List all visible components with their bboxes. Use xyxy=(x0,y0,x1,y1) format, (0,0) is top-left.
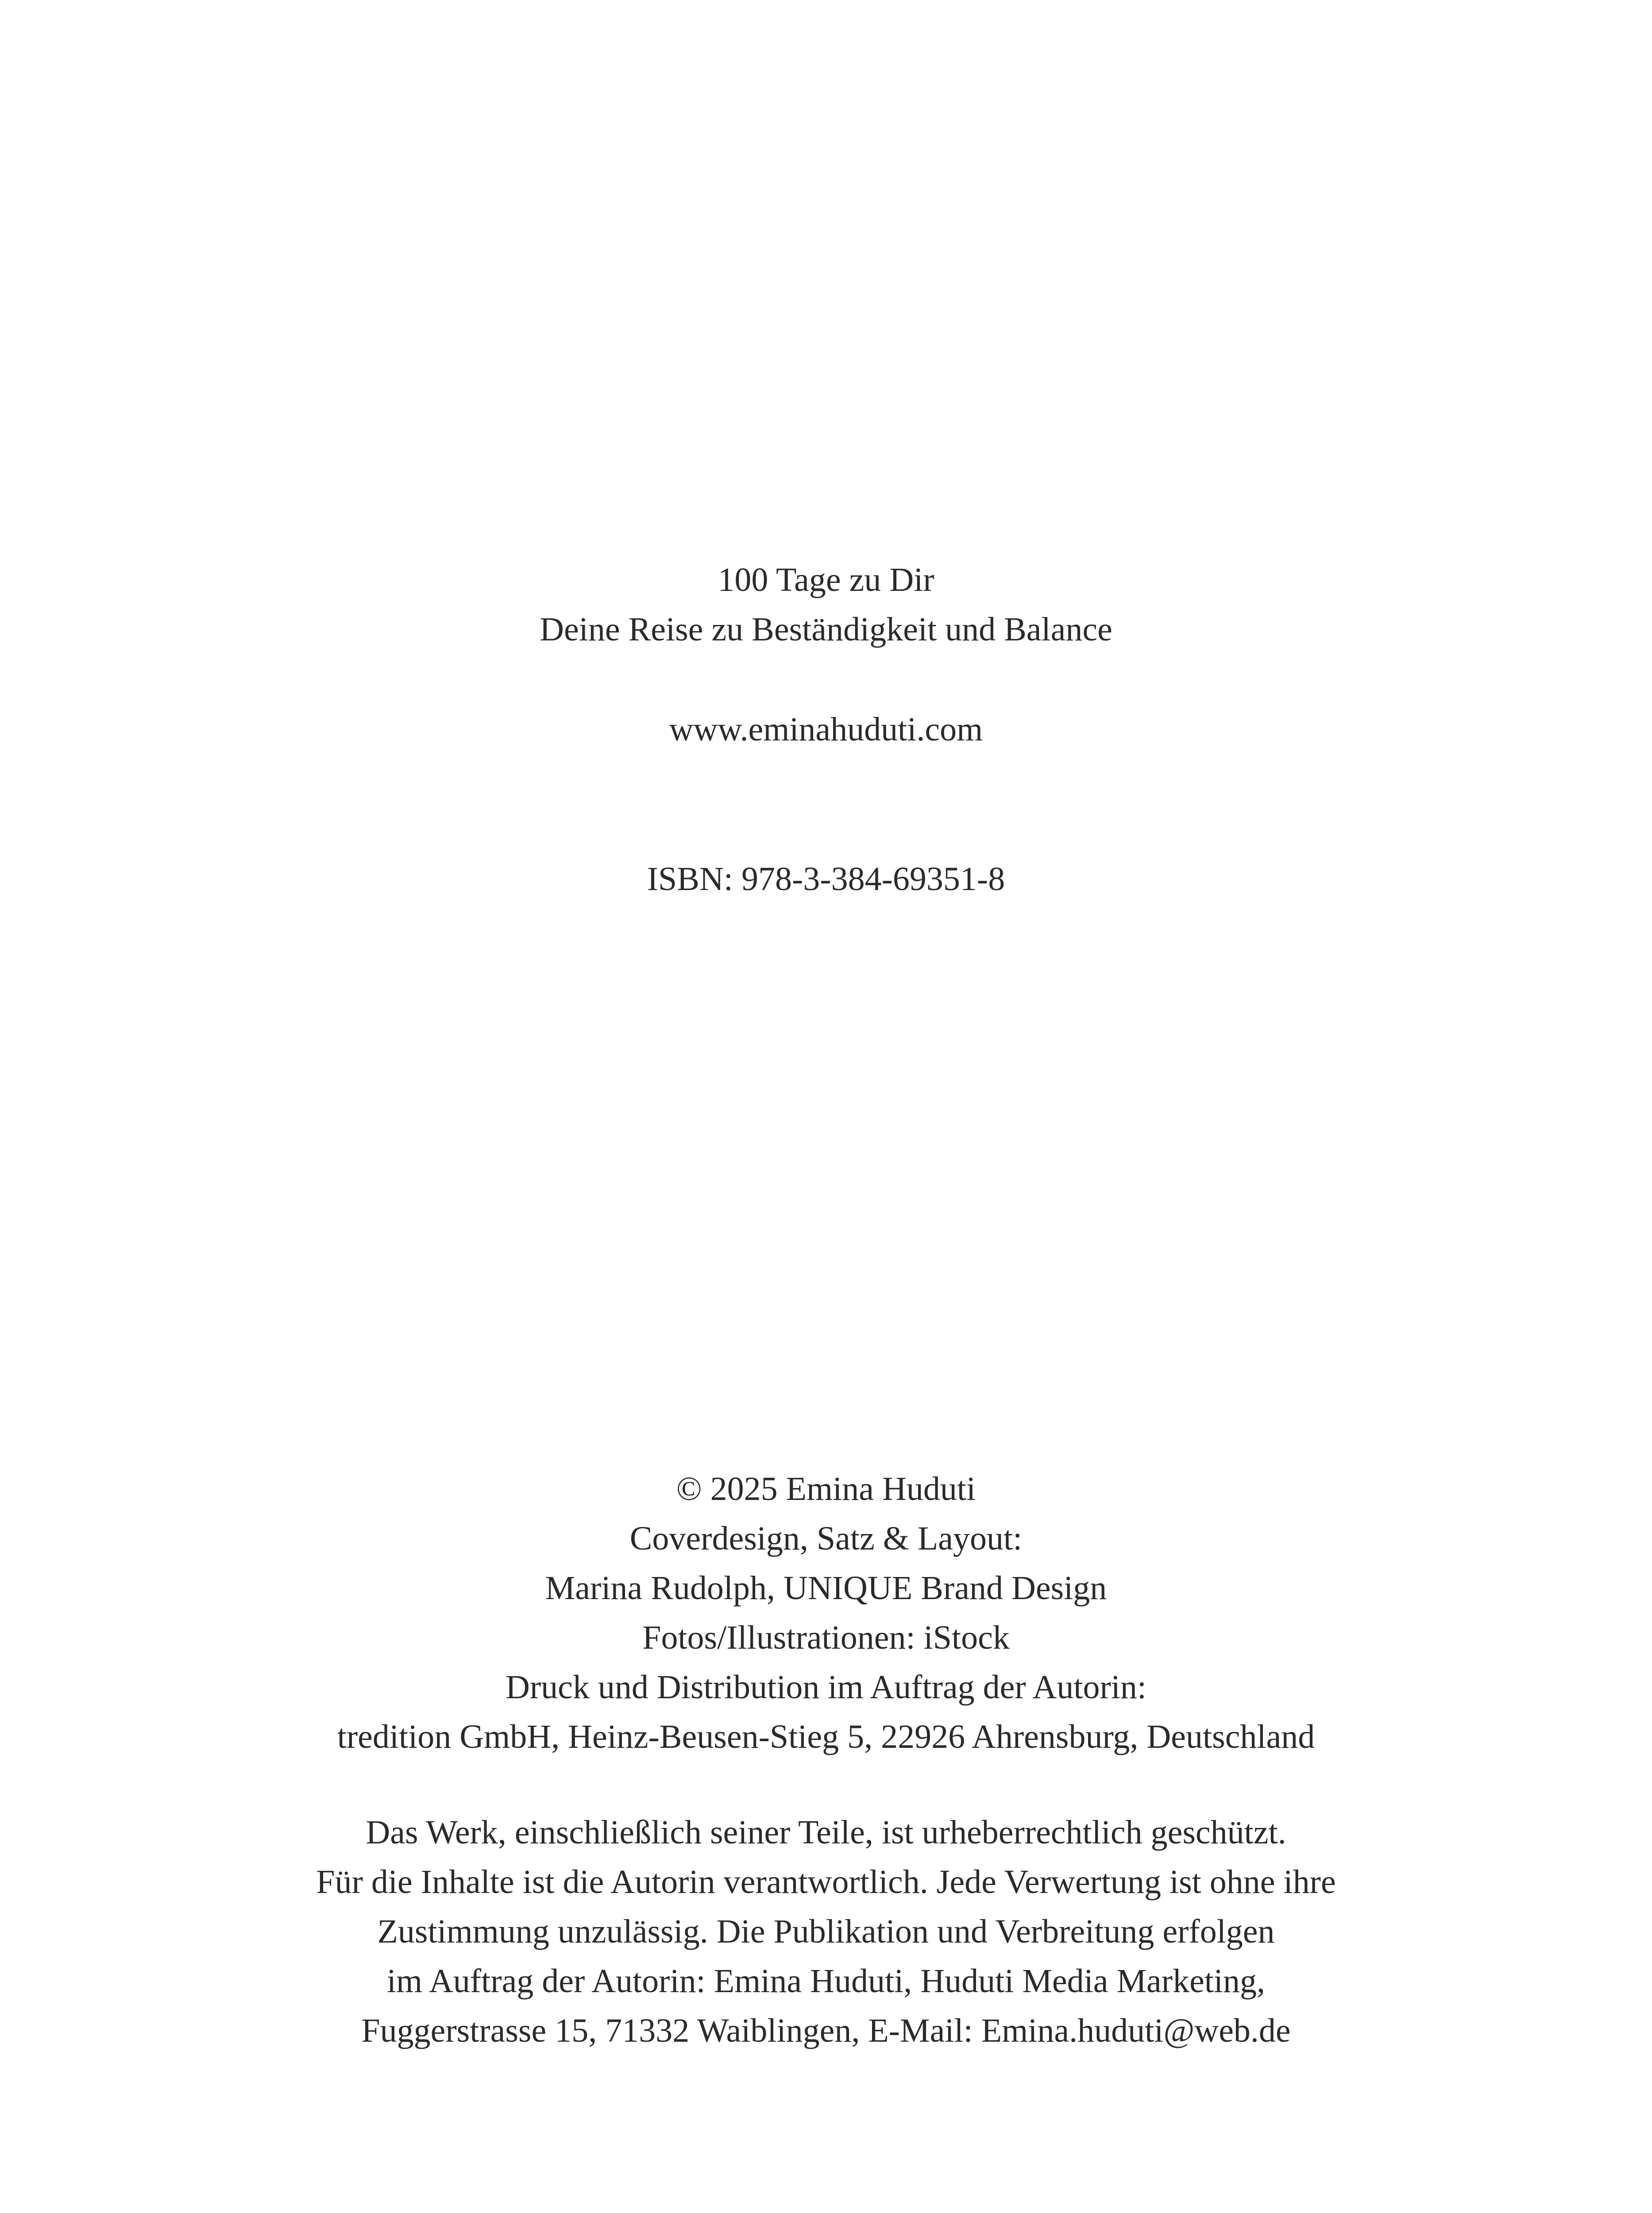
cover-designer: Marina Rudolph, UNIQUE Brand Design xyxy=(545,1569,1107,1607)
book-title-block xyxy=(0,555,1652,654)
cover-design-label: Coverdesign, Satz & Layout: xyxy=(629,1520,1023,1557)
book-title: 100 Tage zu Dir xyxy=(718,561,934,598)
legal-notice-block xyxy=(0,1808,1652,2055)
isbn-block xyxy=(0,854,1652,904)
isbn-number: ISBN: 978-3-384-69351-8 xyxy=(647,860,1005,898)
website-block xyxy=(0,705,1652,754)
website-url: www.eminahuduti.com xyxy=(669,711,983,748)
legal-line: Fuggerstrasse 15, 71332 Waiblingen, E-Mail: Emina.huduti@web.de xyxy=(361,2012,1291,2049)
legal-line: Zustimmung unzulässig. Die Publikation und Verbreitung erfolgen xyxy=(377,1913,1275,1950)
copyright-line: © 2025 Emina Huduti xyxy=(676,1470,976,1507)
credits-block xyxy=(0,1464,1652,1762)
legal-line: Das Werk, einschließlich seiner Teile, ist urheberrechtlich geschützt. xyxy=(366,1814,1286,1851)
publisher-address: tredition GmbH, Heinz-Beusen-Stieg 5, 22926 Ahrensburg, Deutschland xyxy=(337,1718,1315,1755)
distribution-label: Druck und Distribution im Auftrag der Autorin: xyxy=(505,1669,1147,1706)
book-subtitle: Deine Reise zu Beständigkeit und Balance xyxy=(540,611,1112,648)
legal-line: im Auftrag der Autorin: Emina Huduti, Huduti Media Marketing, xyxy=(386,1962,1266,2000)
legal-line: Für die Inhalte ist die Autorin verantwortlich. Jede Verwertung ist ohne ihre xyxy=(316,1863,1336,1901)
photo-credits: Fotos/Illustrationen: iStock xyxy=(642,1619,1010,1656)
